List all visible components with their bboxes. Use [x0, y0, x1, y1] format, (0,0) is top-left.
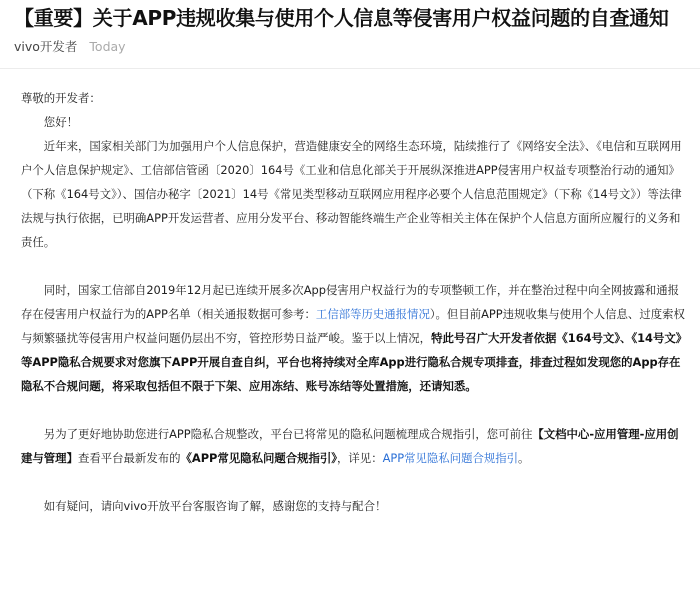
- spacer: [21, 398, 685, 422]
- paragraph-laws: 近年来，国家相关部门为加强用户个人信息保护，营造健康安全的网络生态环境，陆续推行了《网络安全法》、《电信和互联网用户个人信息保护规定》、工信部信管函〔2020〕164号《工业和信息化部关于开展纵深推进APP侵害用户权益专项整治行动的通知》（下称《164号文》）、国信办秘字〔2021〕14号《常见类型移动互联网应用程序必要个人信息范围规定》（下称《14号文》）等法律法规与执行依据，已明确APP开发运营者、应用分发平台、移动智能终端生产企业等相关主体在保护个人信息方面所应履行的义务和责任。: [21, 139, 682, 249]
- paragraph-text: 。: [518, 451, 530, 465]
- closing-line: 如有疑问，请向vivo开放平台客服咨询了解，感谢您的支持与配合！: [43, 499, 387, 513]
- article-title: 【重要】关于APP违规收集与使用个人信息等侵害用户权益问题的自查通知: [14, 6, 669, 30]
- paragraph-rectification: [21, 278, 685, 398]
- header-divider: [0, 68, 700, 69]
- greeting: 尊敬的开发者：: [21, 91, 101, 105]
- paragraph-text: ）。但目前APP违规收集与使用个人信息、过度索权与频繁骚扰等侵害用户权益问题仍层出不穷，管控形势日益严峻。鉴于以上情况，: [21, 307, 685, 345]
- hello-line: 您好！: [43, 115, 78, 129]
- spacer: [21, 470, 685, 494]
- call-to-action-text: 特此号召广大开发者依据《164号文》、《14号文》等APP隐私合规要求对您旗下APP开展自查自纠，平台也将持续对全库App进行隐私合规专项排查，排查过程如发现您的App存在隐私不合规问题，将采取包括但不限于下架、应用冻结、账号冻结等处置措施，还请知悉。: [21, 331, 682, 393]
- paragraph-text: ，详见：: [337, 451, 383, 465]
- spacer: [21, 254, 685, 278]
- paragraph-text: 查看平台最新发布的: [77, 451, 181, 465]
- guideline-title: 《APP常见隐私问题合规指引》: [180, 451, 338, 465]
- doc-center-path: 【文档中心-应用管理-应用创建与管理】: [21, 427, 679, 465]
- paragraph-text: 另为了更好地协助您进行APP隐私合规整改，平台已将常见的隐私问题梳理成合规指引，您可前往: [43, 427, 533, 441]
- history-report-link[interactable]: 工信部等历史通报情况: [315, 307, 430, 321]
- author-name[interactable]: vivo开发者: [14, 39, 78, 54]
- guideline-link[interactable]: APP常见隐私问题合规指引: [382, 451, 519, 465]
- paragraph-guidelines: [21, 422, 685, 470]
- paragraph-text: 同时，国家工信部自2019年12月起已连续开展多次App侵害用户权益行为的专项整顿工作，并在整治过程中向全网披露和通报存在侵害用户权益行为的APP名单（相关通报数据可参考：: [21, 283, 680, 321]
- article-body: [21, 86, 685, 518]
- publish-date: Today: [89, 39, 126, 54]
- article-meta: [14, 38, 126, 56]
